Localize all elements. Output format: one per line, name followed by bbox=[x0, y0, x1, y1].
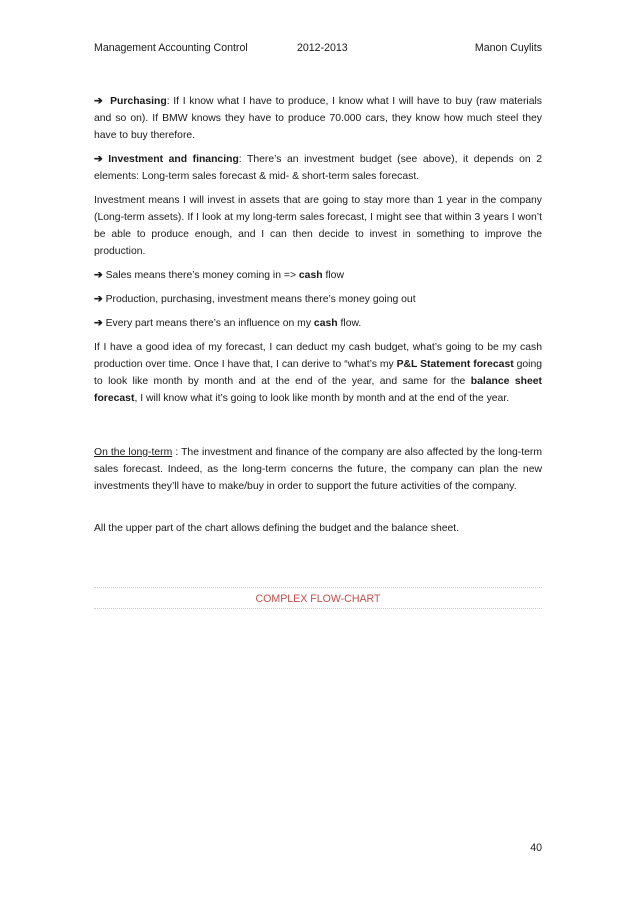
paragraph-forecast bbox=[94, 339, 542, 407]
paragraph-text: going to look like month by month and at the end of the year, and same for the bbox=[94, 359, 543, 387]
paragraph-upper-part: All the upper part of the chart allows defining the budget and the balance sheet. bbox=[94, 523, 460, 534]
term-pl-statement: P&L Statement forecast bbox=[396, 359, 514, 370]
header-course-title: Management Accounting Control bbox=[94, 42, 248, 54]
paragraph-text: : If I know what I have to produce, I know what I will have to buy (raw materials and so on). If BMW knows they have to produce 70.000 cars, they know how much steel they have to buy therefore. bbox=[94, 96, 542, 141]
paragraph-text: : There’s an investment budget (see above), it depends on 2 elements: Long-term sales forecast & mid- & short-term sales forecast. bbox=[94, 154, 542, 182]
chart-caption: COMPLEX FLOW-CHART bbox=[94, 587, 542, 609]
arrow-icon: ➔ bbox=[94, 318, 103, 329]
term-purchasing: Purchasing bbox=[110, 96, 167, 107]
paragraph-text: Production, purchasing, investment means there’s money going out bbox=[102, 294, 416, 305]
paragraph-text: , I will know what it’s going to look like month by month and at the end of the year. bbox=[134, 393, 510, 404]
arrow-icon: ➔ bbox=[94, 294, 103, 305]
page-header bbox=[94, 42, 542, 58]
term-investment-financing: Investment and financing bbox=[108, 154, 239, 165]
paragraph-text: : The investment and finance of the company are also affected by the long-term sales forecast. Indeed, as the long-term concerns the future, the company can plan the new investments they’ll have to make/buy in order to support the future activities of the company. bbox=[94, 447, 542, 492]
header-year: 2012-2013 bbox=[297, 42, 348, 54]
paragraph-money-going-out bbox=[94, 291, 542, 308]
paragraph-text: Every part means there’s an influence on my bbox=[102, 318, 314, 329]
paragraph-investment-financing bbox=[94, 151, 542, 185]
paragraph-investment-means: Investment means I will invest in assets that are going to stay more than 1 year in the company (Long-term assets). If I look at my long-term sales forecast, I might see that within 3 years I won’t be able to produce enough, and I can then decide to invest in something to improve the production. bbox=[94, 195, 542, 257]
header-author: Manon Cuylits bbox=[474, 42, 542, 54]
arrow-icon: ➔ bbox=[94, 154, 103, 165]
paragraph-sales-cash-flow bbox=[94, 267, 542, 284]
page-number: 40 bbox=[530, 842, 542, 854]
paragraph-text: If I have a good idea of my forecast, I can deduct my cash budget, what’s going to be my cash production over time. Once I have that, I can derive to “what’s my bbox=[94, 342, 542, 370]
document-body bbox=[94, 93, 542, 544]
paragraph-text: flow. bbox=[337, 318, 362, 329]
paragraph-purchasing bbox=[94, 93, 542, 144]
paragraph-every-part bbox=[94, 315, 542, 332]
term-balance-sheet: balance sheet forecast bbox=[94, 376, 542, 404]
paragraph-text: Sales means there’s money coming in => bbox=[102, 270, 299, 281]
paragraph-text: flow bbox=[322, 270, 344, 281]
arrow-icon: ➔ bbox=[94, 96, 103, 107]
paragraph-long-term bbox=[94, 444, 542, 495]
term-cash: cash bbox=[298, 270, 323, 281]
term-long-term: On the long-term bbox=[94, 447, 173, 458]
term-cash: cash bbox=[313, 318, 338, 329]
arrow-icon: ➔ bbox=[94, 270, 103, 281]
